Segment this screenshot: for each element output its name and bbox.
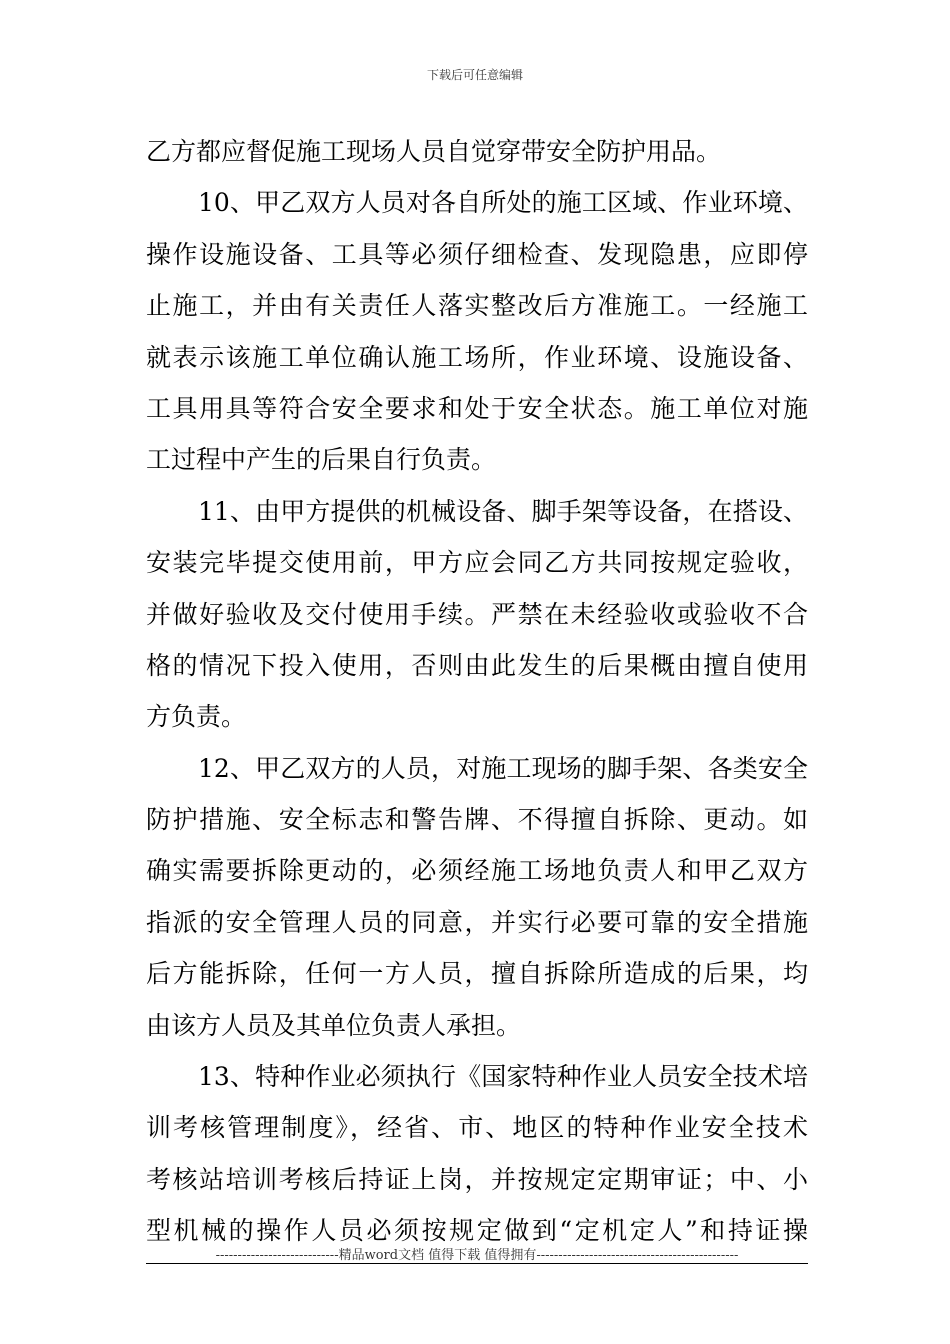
text-line: 由该方人员及其单位负责人承担。 [146, 1010, 522, 1040]
text-line: 确实需要拆除更动的，必须经施工场地负责人和甲乙双方 [146, 856, 808, 886]
text-line: 就表示该施工单位确认施工场所，作业环境、设施设备、 [146, 342, 808, 372]
text-line: 工具用具等符合安全要求和处于安全状态。施工单位对施 [146, 393, 808, 423]
text-line: 训考核管理制度》，经省、市、地区的特种作业安全技术 [146, 1113, 808, 1143]
text-line: 操作设施设备、工具等必须仔细检查、发现隐患，应即停 [146, 239, 808, 269]
text-line: 10、甲乙双方人员对各自所处的施工区域、作业环境、 [198, 188, 808, 218]
text-line: 方负责。 [146, 702, 247, 732]
document-body [146, 126, 808, 1257]
text-line: 安装完毕提交使用前，甲方应会同乙方共同按规定验收， [146, 548, 808, 578]
page-footer: ----------------------------精品word文档 值得下载 值得拥有---------------------------------------------- [215, 1248, 739, 1263]
text-line: 工过程中产生的后果自行负责。 [146, 445, 497, 475]
text-line: 型机械的操作人员必须按规定做到“定机定人”和持证操 [146, 1216, 808, 1246]
text-line: 乙方都应督促施工现场人员自觉穿带安全防护用品。 [146, 137, 722, 166]
footer-rule [146, 1263, 808, 1264]
text-line: 11、由甲方提供的机械设备、脚手架等设备，在搭设、 [198, 496, 808, 526]
text-line: 并做好验收及交付使用手续。严禁在未经验收或验收不合 [146, 599, 808, 629]
page-header: 下载后可任意编辑 [426, 68, 523, 82]
text-line: 后方能拆除，任何一方人员，擅自拆除所造成的后果，均 [146, 959, 808, 989]
text-line: 防护措施、安全标志和警告牌、不得擅自拆除、更动。如 [146, 805, 808, 835]
text-line: 12、甲乙双方的人员，对施工现场的脚手架、各类安全 [198, 753, 808, 783]
text-line: 13、特种作业必须执行《国家特种作业人员安全技术培 [198, 1062, 808, 1092]
text-line: 格的情况下投入使用，否则由此发生的后果概由擅自使用 [146, 650, 808, 680]
text-line: 考核站培训考核后持证上岗，并按规定定期审证；中、小 [146, 1164, 808, 1194]
text-line: 指派的安全管理人员的同意，并实行必要可靠的安全措施 [146, 907, 808, 937]
text-line: 止施工，并由有关责任人落实整改后方准施工。一经施工 [146, 291, 808, 321]
